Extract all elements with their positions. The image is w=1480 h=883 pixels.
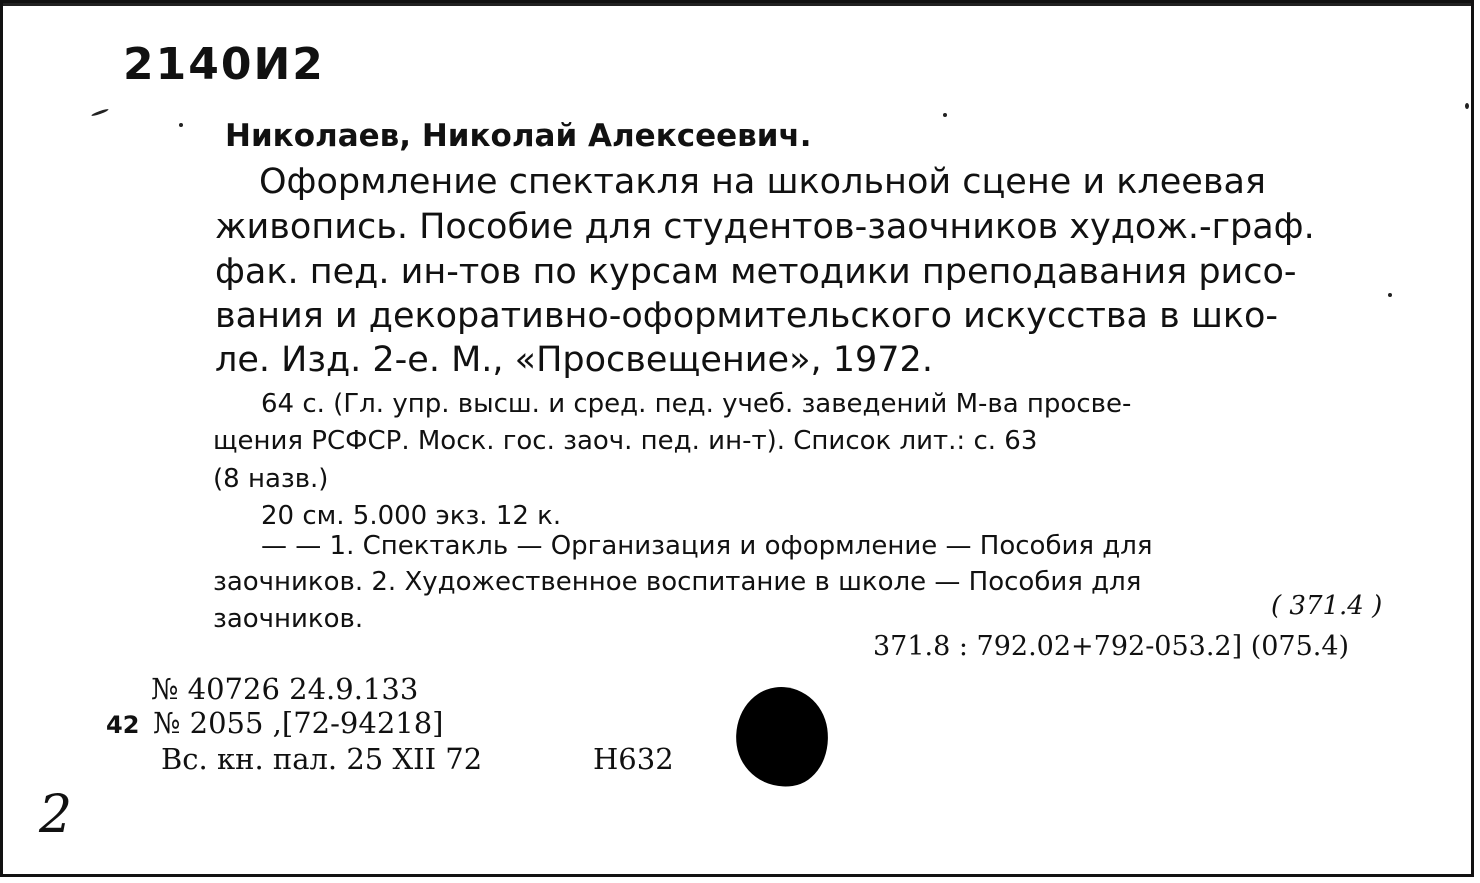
stamp-number: 2140И2 — [123, 39, 325, 90]
index-code: Н632 — [593, 742, 674, 776]
description-line-1: 64 с. (Гл. упр. высш. и сред. пед. учеб. заведений М-ва просве- — [261, 389, 1132, 419]
registry-prefix: 42 — [106, 711, 140, 739]
registry-line-3: Вс. кн. пал. 25 XII 72 — [161, 742, 483, 776]
title-line-5: ле. Изд. 2-е. М., «Просвещение», 1972. — [215, 340, 933, 380]
description-line-3: (8 назв.) — [213, 464, 329, 494]
punch-hole — [729, 681, 834, 793]
author-heading: Николаев, Николай Алексеевич. — [225, 118, 812, 154]
registry-line-1: № 40726 24.9.133 — [151, 672, 419, 706]
description-line-2: щения РСФСР. Моск. гос. заоч. пед. ин-т). Список лит.: с. 63 — [213, 426, 1038, 456]
ink-speck — [943, 113, 947, 117]
title-line-4: вания и декоративно-оформительского искусства в шко- — [215, 296, 1279, 336]
title-line-3: фак. пед. ин-тов по курсам методики преподавания рисо- — [215, 252, 1297, 292]
handwritten-note: ( 371.4 ) — [1271, 591, 1383, 621]
udc-classification: 371.8 : 792.02+792-053.2] (075.4) — [873, 631, 1350, 662]
subject-line-2: заочников. 2. Художественное воспитание в школе — Пособия для — [213, 567, 1142, 597]
title-line-1: Оформление спектакля на школьной сцене и клеевая — [259, 162, 1266, 202]
description-line-4: 20 см. 5.000 экз. 12 к. — [261, 501, 562, 531]
ink-speck — [91, 108, 109, 117]
ink-speck — [179, 123, 183, 127]
handwritten-mark: 2 — [39, 785, 73, 845]
registry-line-2: № 2055 ,[72-94218] — [153, 706, 444, 740]
title-line-2: живопись. Пособие для студентов-заочников худож.-граф. — [215, 207, 1315, 247]
ink-speck — [1388, 293, 1392, 297]
subject-line-1: — — 1. Спектакль — Организация и оформление — Пособия для — [261, 531, 1153, 561]
ink-speck — [1465, 103, 1469, 109]
subject-line-3: заочников. — [213, 604, 364, 634]
